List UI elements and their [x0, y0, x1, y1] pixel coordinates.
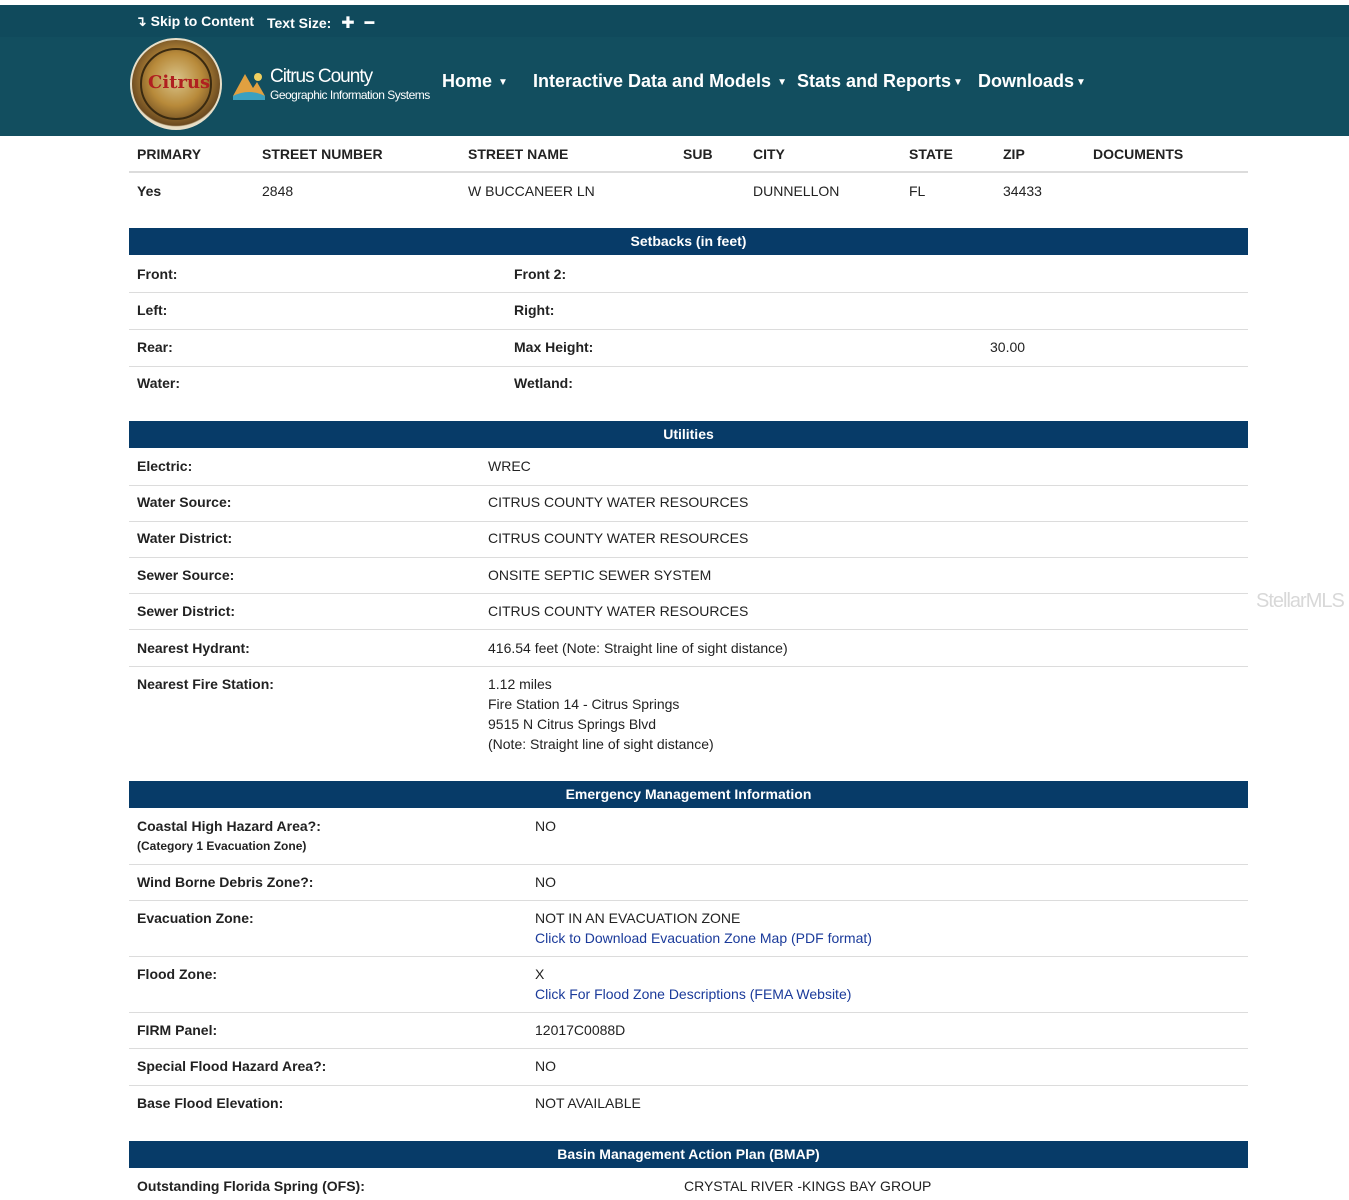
- setback-label: Rear:: [137, 339, 173, 355]
- address-header-street-number: STREET NUMBER: [262, 146, 383, 162]
- skip-to-content-link[interactable]: ↴ Skip to Content: [135, 13, 255, 29]
- address-header-divider: [129, 171, 1248, 173]
- utility-row-electric: [129, 449, 1248, 486]
- setback-label: Left:: [137, 302, 168, 318]
- address-header-street-name: STREET NAME: [468, 146, 569, 162]
- bmap-value: CRYSTAL RIVER -KINGS BAY GROUP: [684, 1178, 932, 1194]
- text-size-label: Text Size:: [267, 15, 332, 31]
- emergency-row-wind: [129, 865, 1248, 901]
- flood-zone-text: X: [535, 966, 545, 982]
- utility-value: CITRUS COUNTY WATER RESOURCES: [488, 603, 749, 619]
- emergency-value: NO: [535, 1058, 556, 1074]
- decrease-text-size-button[interactable]: ━: [364, 15, 375, 32]
- address-header-city: CITY: [753, 146, 785, 162]
- utility-row-hydrant: [129, 630, 1248, 667]
- emergency-value: NO: [535, 818, 556, 834]
- utility-row-fire-station: [129, 667, 1248, 763]
- utility-label: Water District:: [137, 530, 233, 546]
- emergency-header: Emergency Management Information: [129, 781, 1248, 808]
- utility-row-water-source: [129, 486, 1248, 522]
- top-utility-bar: [0, 5, 1349, 37]
- seal-word: Citrus: [148, 72, 211, 93]
- address-zip: 34433: [1003, 183, 1042, 199]
- setback-label: Front 2:: [514, 266, 567, 282]
- flood-value: [535, 964, 851, 1004]
- nav-stats-reports[interactable]: Stats and Reports ▼: [797, 71, 963, 91]
- emergency-label: Coastal High Hazard Area?:: [137, 818, 321, 834]
- utility-value: CITRUS COUNTY WATER RESOURCES: [488, 530, 749, 546]
- emergency-label: Special Flood Hazard Area?:: [137, 1058, 327, 1074]
- site-title[interactable]: Citrus County: [270, 66, 373, 87]
- county-seal-logo[interactable]: [130, 38, 222, 130]
- setback-label: Wetland:: [514, 375, 573, 391]
- utility-row-water-district: [129, 522, 1248, 558]
- emergency-value: NOT AVAILABLE: [535, 1095, 641, 1111]
- emergency-row-coastal: [129, 809, 1248, 865]
- emergency-sublabel: (Category 1 Evacuation Zone): [137, 839, 307, 853]
- utility-row-sewer-source: [129, 558, 1248, 594]
- utility-label: Nearest Fire Station:: [137, 676, 274, 692]
- bmap-row-ofs: [129, 1169, 1248, 1199]
- fire-station-name: Fire Station 14 - Citrus Springs: [488, 696, 680, 712]
- fire-distance: 1.12 miles: [488, 676, 552, 692]
- address-header-zip: ZIP: [1003, 146, 1025, 162]
- emergency-label: FIRM Panel:: [137, 1022, 218, 1038]
- address-header-state: STATE: [909, 146, 953, 162]
- setback-label: Right:: [514, 302, 555, 318]
- address-street-name: W BUCCANEER LN: [468, 183, 595, 199]
- address-street-number: 2848: [262, 183, 294, 199]
- setback-row: [129, 256, 1248, 293]
- address-header-primary: PRIMARY: [137, 146, 202, 162]
- address-header-sub: SUB: [683, 146, 713, 162]
- utility-value: ONSITE SEPTIC SEWER SYSTEM: [488, 567, 712, 583]
- address-state: FL: [909, 183, 926, 199]
- emergency-row-evacuation: [129, 901, 1248, 957]
- setbacks-header: Setbacks (in feet): [129, 228, 1248, 255]
- setback-value: 30.00: [990, 339, 1026, 355]
- setback-label: Max Height:: [514, 339, 594, 355]
- increase-text-size-button[interactable]: ✚: [341, 15, 355, 32]
- nav-interactive-data[interactable]: Interactive Data and Models ▼: [533, 71, 787, 91]
- evacuation-zone-text: NOT IN AN EVACUATION ZONE: [535, 910, 741, 926]
- fire-station-address: 9515 N Citrus Springs Blvd: [488, 716, 657, 732]
- utility-value: CITRUS COUNTY WATER RESOURCES: [488, 494, 749, 510]
- address-city: DUNNELLON: [753, 183, 840, 199]
- setback-row: [129, 293, 1248, 330]
- utility-label: Nearest Hydrant:: [137, 640, 250, 656]
- address-primary: Yes: [137, 183, 162, 199]
- utility-label: Water Source:: [137, 494, 232, 510]
- emergency-row-sfha: [129, 1049, 1248, 1086]
- watermark: StellarMLS: [1256, 590, 1344, 612]
- text-size-control: [267, 13, 374, 33]
- utility-row-sewer-district: [129, 594, 1248, 630]
- evacuation-value: [535, 908, 872, 948]
- setback-label: Water:: [137, 375, 181, 391]
- bmap-label: Outstanding Florida Spring (OFS):: [137, 1178, 365, 1194]
- emergency-label: Wind Borne Debris Zone?:: [137, 874, 314, 890]
- bmap-header: Basin Management Action Plan (BMAP): [129, 1141, 1248, 1168]
- emergency-row-firm: [129, 1013, 1248, 1049]
- utility-label: Sewer Source:: [137, 567, 235, 583]
- emergency-row-flood: [129, 957, 1248, 1013]
- site-subtitle: Geographic Information Systems: [270, 88, 430, 102]
- emergency-value: NO: [535, 874, 556, 890]
- emergency-label: Flood Zone:: [137, 966, 218, 982]
- skip-label: Skip to Content: [150, 13, 255, 29]
- setback-label: Front:: [137, 266, 178, 282]
- setback-row: [129, 367, 1248, 403]
- flood-zone-link[interactable]: Click For Flood Zone Descriptions (FEMA Website): [535, 986, 852, 1002]
- nav-downloads[interactable]: Downloads ▼: [978, 71, 1086, 91]
- gis-logo-icon: [231, 70, 267, 102]
- setback-row: [129, 330, 1248, 367]
- address-header-documents: DOCUMENTS: [1093, 146, 1184, 162]
- utility-label: Sewer District:: [137, 603, 236, 619]
- emergency-value: 12017C0088D: [535, 1022, 626, 1038]
- emergency-row-bfe: [129, 1086, 1248, 1122]
- utility-value: WREC: [488, 458, 531, 474]
- utility-value: 416.54 feet (Note: Straight line of sight distance): [488, 640, 788, 656]
- emergency-label: Evacuation Zone:: [137, 910, 254, 926]
- emergency-label: Base Flood Elevation:: [137, 1095, 284, 1111]
- utility-label: Electric:: [137, 458, 193, 474]
- nav-home[interactable]: Home ▼: [442, 71, 508, 91]
- fire-station-value: [488, 674, 714, 754]
- fire-distance-note: (Note: Straight line of sight distance): [488, 736, 714, 752]
- utilities-header: Utilities: [129, 421, 1248, 448]
- evacuation-map-link[interactable]: Click to Download Evacuation Zone Map (PDF format): [535, 930, 872, 946]
